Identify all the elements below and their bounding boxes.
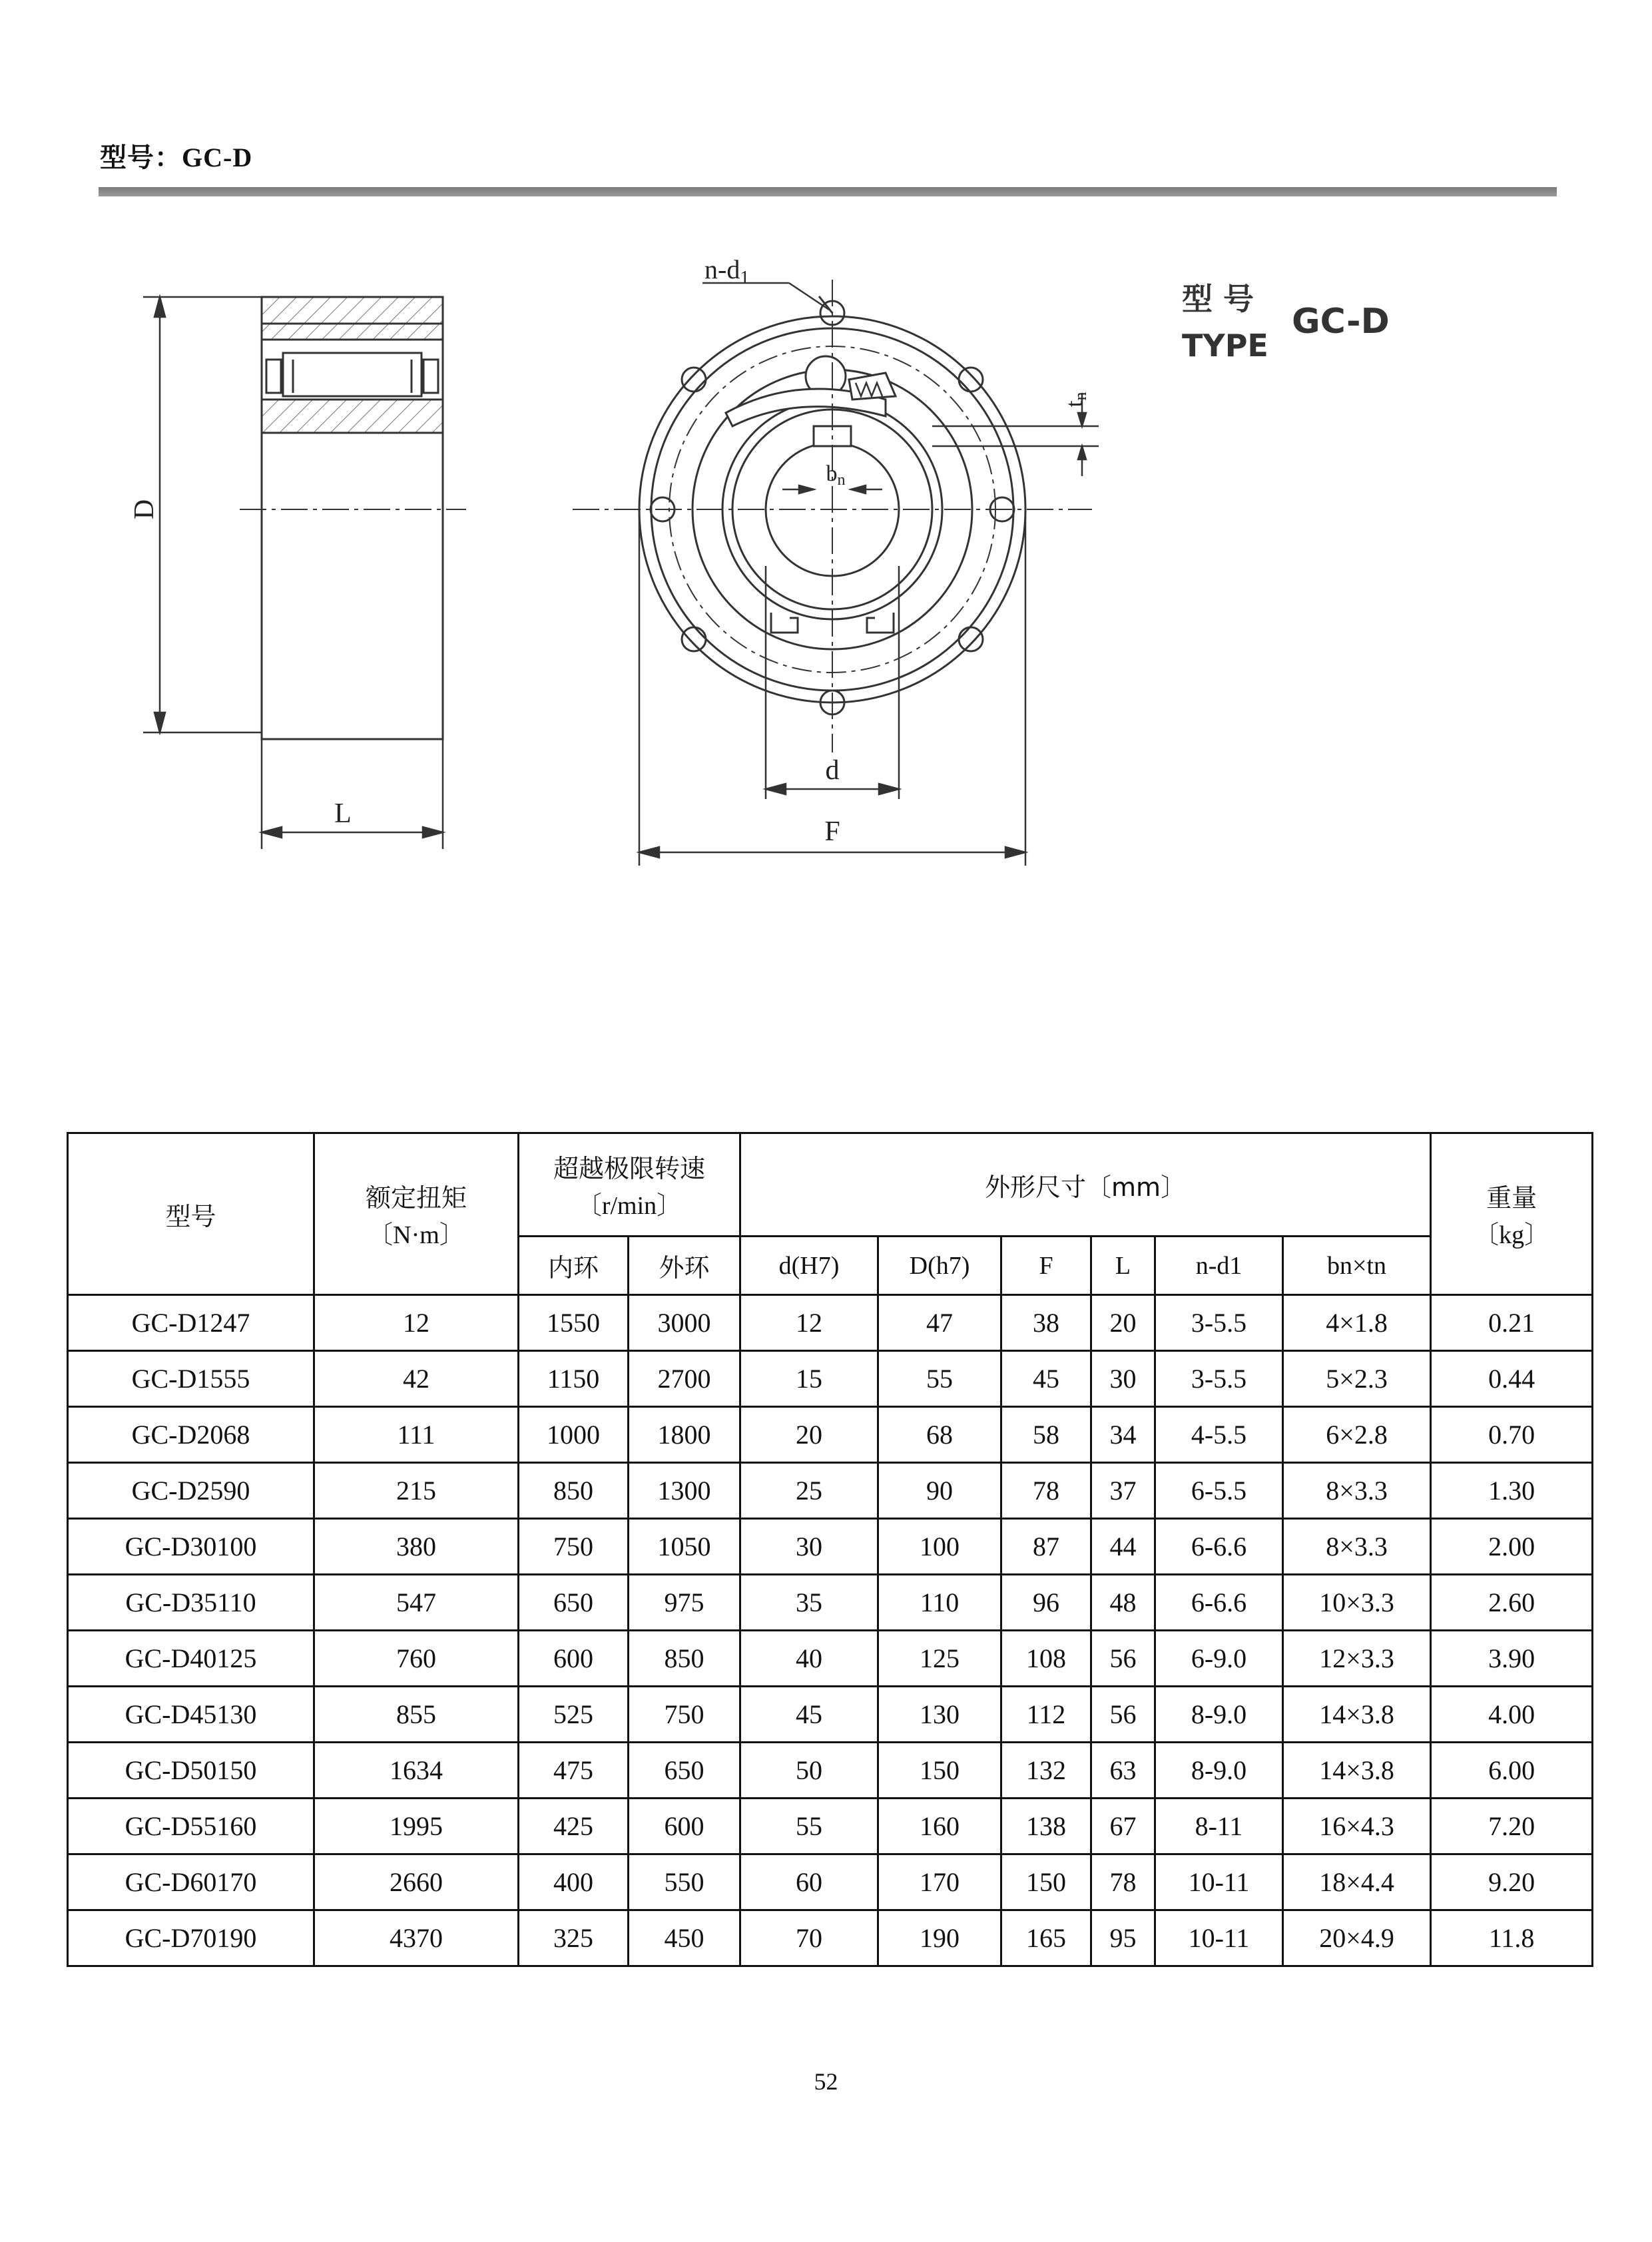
header-inner-ring: 内环	[519, 1237, 629, 1295]
cell-torque: 12	[314, 1295, 519, 1351]
cell-torque: 4370	[314, 1910, 519, 1966]
cell-weight: 1.30	[1431, 1463, 1593, 1519]
cell-model: GC-D1247	[68, 1295, 314, 1351]
header-speed-unit: 〔r/min〕	[576, 1192, 683, 1220]
cell-nd1: 6-6.6	[1155, 1519, 1283, 1575]
cell-model: GC-D1555	[68, 1351, 314, 1407]
cell-speed-outer: 850	[629, 1631, 740, 1687]
table-row	[68, 1575, 1593, 1631]
header-D: D(h7)	[878, 1237, 1001, 1295]
cell-torque: 1634	[314, 1743, 519, 1799]
cell-speed-outer: 550	[629, 1854, 740, 1910]
cell-speed-outer: 750	[629, 1687, 740, 1743]
cell-torque: 215	[314, 1463, 519, 1519]
cell-torque: 2660	[314, 1854, 519, 1910]
header-bntn: bn×tn	[1283, 1237, 1431, 1295]
cell-weight: 11.8	[1431, 1910, 1593, 1966]
cell-L: 48	[1091, 1575, 1155, 1631]
cell-F: 165	[1001, 1910, 1091, 1966]
technical-drawing	[0, 0, 1652, 899]
cell-L: 78	[1091, 1854, 1155, 1910]
title-prefix: 型号：	[100, 142, 182, 172]
header-dimensions: 外形尺寸〔mm〕	[740, 1133, 1431, 1237]
cell-nd1: 8-9.0	[1155, 1687, 1283, 1743]
label-L: L	[334, 798, 352, 829]
header-d: d(H7)	[740, 1237, 878, 1295]
cell-torque: 380	[314, 1519, 519, 1575]
cell-speed-inner: 650	[519, 1575, 629, 1631]
cell-nd1: 8-11	[1155, 1799, 1283, 1854]
cell-d: 25	[740, 1463, 878, 1519]
cell-F: 96	[1001, 1575, 1091, 1631]
cell-nd1: 6-9.0	[1155, 1631, 1283, 1687]
spec-table-body	[68, 1295, 1593, 1966]
cell-speed-inner: 425	[519, 1799, 629, 1854]
cell-torque: 760	[314, 1631, 519, 1687]
cell-d: 30	[740, 1519, 878, 1575]
cell-nd1: 4-5.5	[1155, 1407, 1283, 1463]
cell-speed-inner: 400	[519, 1854, 629, 1910]
cell-speed-outer: 975	[629, 1575, 740, 1631]
cell-D: 47	[878, 1295, 1001, 1351]
cell-torque: 42	[314, 1351, 519, 1407]
cell-torque: 547	[314, 1575, 519, 1631]
cell-D: 150	[878, 1743, 1001, 1799]
cell-F: 38	[1001, 1295, 1091, 1351]
cell-d: 55	[740, 1799, 878, 1854]
leader-n-d1-arrow	[789, 283, 829, 310]
cell-F: 58	[1001, 1407, 1091, 1463]
cell-bntn: 8×3.3	[1283, 1519, 1431, 1575]
cell-weight: 6.00	[1431, 1743, 1593, 1799]
cell-weight: 4.00	[1431, 1687, 1593, 1743]
cell-F: 87	[1001, 1519, 1091, 1575]
label-d: d	[825, 755, 840, 786]
cell-bntn: 8×3.3	[1283, 1463, 1431, 1519]
table-row	[68, 1351, 1593, 1407]
label-D: D	[129, 499, 160, 520]
cell-torque: 111	[314, 1407, 519, 1463]
type-label-en: TYPE	[1182, 328, 1268, 364]
cell-nd1: 3-5.5	[1155, 1351, 1283, 1407]
cell-F: 108	[1001, 1631, 1091, 1687]
cell-model: GC-D60170	[68, 1854, 314, 1910]
cell-F: 112	[1001, 1687, 1091, 1743]
cell-bntn: 18×4.4	[1283, 1854, 1431, 1910]
cell-L: 30	[1091, 1351, 1155, 1407]
cell-weight: 7.20	[1431, 1799, 1593, 1854]
header-nd1: n-d1	[1155, 1237, 1283, 1295]
side-view	[240, 297, 466, 739]
cell-speed-inner: 1000	[519, 1407, 629, 1463]
header-speed-label: 超越极限转速	[553, 1154, 706, 1183]
cell-bntn: 5×2.3	[1283, 1351, 1431, 1407]
cell-D: 190	[878, 1910, 1001, 1966]
cell-model: GC-D70190	[68, 1910, 314, 1966]
table-row	[68, 1687, 1593, 1743]
table-row	[68, 1631, 1593, 1687]
cell-d: 35	[740, 1575, 878, 1631]
cell-speed-outer: 1300	[629, 1463, 740, 1519]
cell-nd1: 8-9.0	[1155, 1743, 1283, 1799]
header-torque-label: 额定扭矩	[365, 1183, 467, 1213]
cell-F: 132	[1001, 1743, 1091, 1799]
cell-L: 95	[1091, 1910, 1155, 1966]
cell-torque: 1995	[314, 1799, 519, 1854]
label-F: F	[824, 816, 840, 847]
cell-weight: 0.70	[1431, 1407, 1593, 1463]
cell-F: 138	[1001, 1799, 1091, 1854]
cell-d: 12	[740, 1295, 878, 1351]
cell-L: 34	[1091, 1407, 1155, 1463]
cell-nd1: 6-6.6	[1155, 1575, 1283, 1631]
cell-weight: 9.20	[1431, 1854, 1593, 1910]
cell-d: 20	[740, 1407, 878, 1463]
table-row	[68, 1463, 1593, 1519]
cell-nd1: 3-5.5	[1155, 1295, 1283, 1351]
cell-speed-inner: 1150	[519, 1351, 629, 1407]
header-weight-label: 重量	[1486, 1183, 1537, 1213]
cell-model: GC-D50150	[68, 1743, 314, 1799]
table-row	[68, 1854, 1593, 1910]
cell-D: 170	[878, 1854, 1001, 1910]
header-torque	[314, 1133, 519, 1295]
page-number: 52	[814, 2068, 838, 2095]
cell-d: 70	[740, 1910, 878, 1966]
cell-speed-inner: 1550	[519, 1295, 629, 1351]
table-row	[68, 1295, 1593, 1351]
cell-model: GC-D45130	[68, 1687, 314, 1743]
cell-weight: 0.21	[1431, 1295, 1593, 1351]
cell-L: 37	[1091, 1463, 1155, 1519]
cell-D: 100	[878, 1519, 1001, 1575]
cell-L: 20	[1091, 1295, 1155, 1351]
cell-model: GC-D2068	[68, 1407, 314, 1463]
cell-L: 67	[1091, 1799, 1155, 1854]
type-value: GC-D	[1292, 302, 1390, 342]
cell-D: 125	[878, 1631, 1001, 1687]
cell-weight: 0.44	[1431, 1351, 1593, 1407]
table-row	[68, 1519, 1593, 1575]
cell-speed-inner: 475	[519, 1743, 629, 1799]
table-row	[68, 1743, 1593, 1799]
header-weight-unit: 〔kg〕	[1474, 1221, 1550, 1249]
cell-speed-outer: 1800	[629, 1407, 740, 1463]
table-row	[68, 1799, 1593, 1854]
dimension-L	[262, 739, 443, 849]
header-weight	[1431, 1133, 1593, 1295]
cell-L: 63	[1091, 1743, 1155, 1799]
cell-F: 78	[1001, 1463, 1091, 1519]
label-n-d1: $n-d_1$	[704, 254, 750, 288]
cell-model: GC-D2590	[68, 1463, 314, 1519]
cell-speed-outer: 3000	[629, 1295, 740, 1351]
cell-nd1: 10-11	[1155, 1854, 1283, 1910]
cell-model: GC-D40125	[68, 1631, 314, 1687]
cell-F: 45	[1001, 1351, 1091, 1407]
header-outer-ring: 外环	[629, 1237, 740, 1295]
dimension-D	[143, 297, 262, 732]
cell-speed-outer: 600	[629, 1799, 740, 1854]
cell-bntn: 20×4.9	[1283, 1910, 1431, 1966]
cell-speed-inner: 325	[519, 1910, 629, 1966]
cell-weight: 3.90	[1431, 1631, 1593, 1687]
table-row	[68, 1910, 1593, 1966]
cell-speed-inner: 525	[519, 1687, 629, 1743]
cell-speed-inner: 850	[519, 1463, 629, 1519]
cell-bntn: 16×4.3	[1283, 1799, 1431, 1854]
cell-d: 60	[740, 1854, 878, 1910]
cell-D: 55	[878, 1351, 1001, 1407]
cell-speed-outer: 1050	[629, 1519, 740, 1575]
header-model: 型号	[68, 1133, 314, 1295]
cell-nd1: 10-11	[1155, 1910, 1283, 1966]
cell-L: 56	[1091, 1631, 1155, 1687]
cell-bntn: 6×2.8	[1283, 1407, 1431, 1463]
cell-weight: 2.00	[1431, 1519, 1593, 1575]
cell-d: 15	[740, 1351, 878, 1407]
cell-weight: 2.60	[1431, 1575, 1593, 1631]
cell-D: 130	[878, 1687, 1001, 1743]
cell-model: GC-D30100	[68, 1519, 314, 1575]
title-model: GC-D	[182, 142, 253, 172]
cell-F: 150	[1001, 1854, 1091, 1910]
cell-bntn: 10×3.3	[1283, 1575, 1431, 1631]
cell-speed-inner: 750	[519, 1519, 629, 1575]
cell-bntn: 14×3.8	[1283, 1743, 1431, 1799]
header-L: L	[1091, 1237, 1155, 1295]
cell-d: 50	[740, 1743, 878, 1799]
header-torque-unit: 〔N·m〕	[368, 1221, 465, 1249]
cell-speed-outer: 650	[629, 1743, 740, 1799]
cell-d: 45	[740, 1687, 878, 1743]
table-row	[68, 1407, 1593, 1463]
cell-bntn: 14×3.8	[1283, 1687, 1431, 1743]
cell-d: 40	[740, 1631, 878, 1687]
cell-speed-outer: 2700	[629, 1351, 740, 1407]
cell-bntn: 12×3.3	[1283, 1631, 1431, 1687]
cell-D: 110	[878, 1575, 1001, 1631]
cell-speed-outer: 450	[629, 1910, 740, 1966]
front-view	[573, 280, 1092, 752]
spec-table	[67, 1132, 1593, 1967]
header-speed	[519, 1133, 740, 1237]
cell-bntn: 4×1.8	[1283, 1295, 1431, 1351]
cell-D: 90	[878, 1463, 1001, 1519]
label-bn: bn	[826, 461, 846, 489]
type-label-cn: 型 号	[1182, 281, 1254, 317]
cell-speed-inner: 600	[519, 1631, 629, 1687]
cell-nd1: 6-5.5	[1155, 1463, 1283, 1519]
cell-L: 56	[1091, 1687, 1155, 1743]
cell-model: GC-D55160	[68, 1799, 314, 1854]
label-tn: tn	[1061, 392, 1090, 408]
cell-model: GC-D35110	[68, 1575, 314, 1631]
cell-torque: 855	[314, 1687, 519, 1743]
header-F: F	[1001, 1237, 1091, 1295]
cell-D: 160	[878, 1799, 1001, 1854]
cell-L: 44	[1091, 1519, 1155, 1575]
cell-D: 68	[878, 1407, 1001, 1463]
